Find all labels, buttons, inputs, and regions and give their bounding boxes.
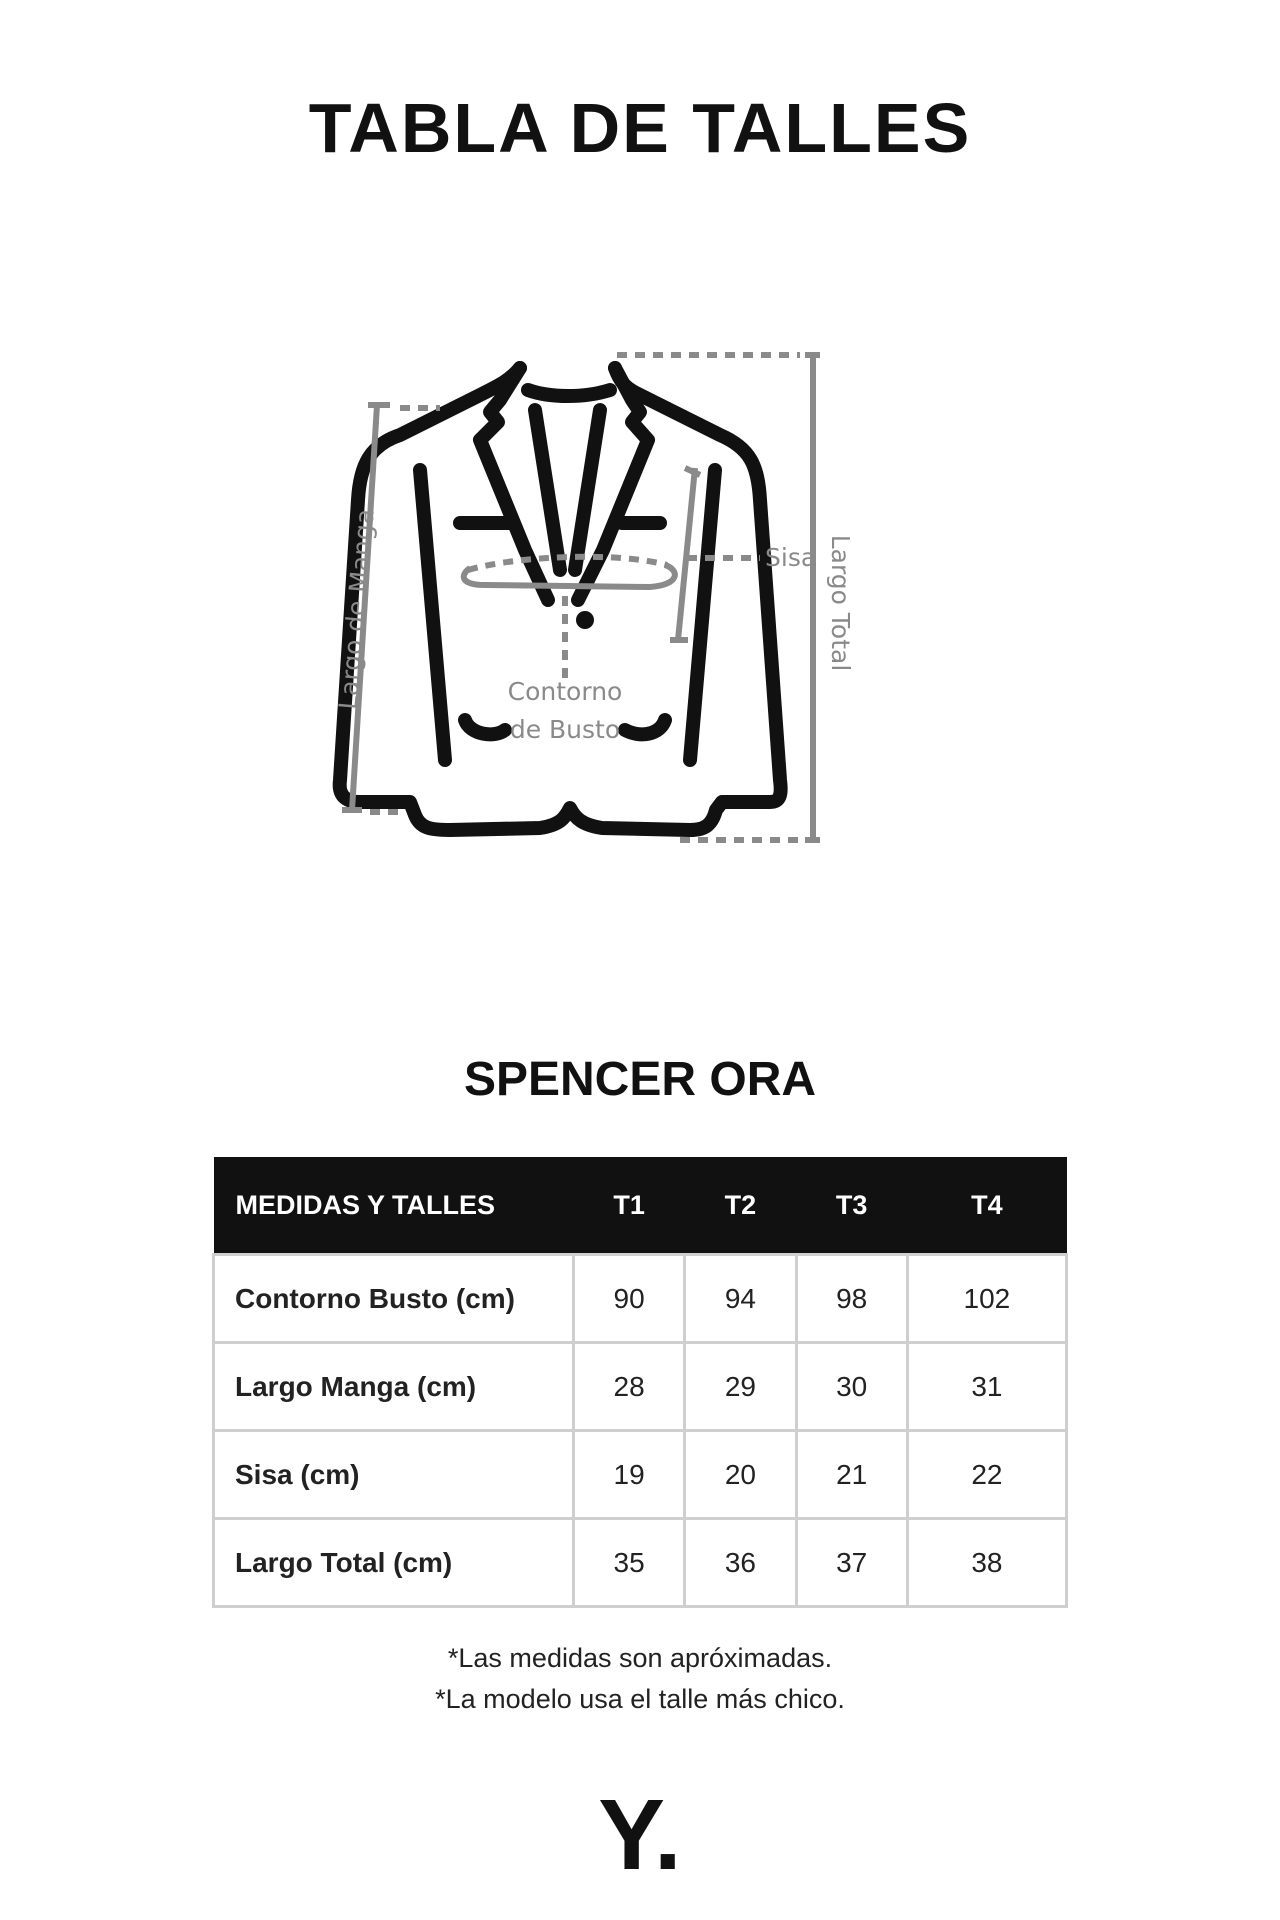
cell-value: 29 (685, 1343, 796, 1431)
cell-value: 21 (796, 1431, 907, 1519)
footnotes (0, 1638, 1280, 1720)
header-t1: T1 (574, 1157, 685, 1255)
row-label: Contorno Busto (cm) (214, 1255, 574, 1343)
row-label: Largo Manga (cm) (214, 1343, 574, 1431)
note-model-size: *La modelo usa el talle más chico. (435, 1684, 845, 1714)
cell-value: 102 (907, 1255, 1066, 1343)
cell-value: 22 (907, 1431, 1066, 1519)
header-t2: T2 (685, 1157, 796, 1255)
cell-value: 31 (907, 1343, 1066, 1431)
cell-value: 35 (574, 1519, 685, 1607)
product-name: SPENCER ORA (463, 1053, 817, 1106)
cell-value: 28 (574, 1343, 685, 1431)
label-largo-total: Largo Total (826, 534, 855, 672)
label-contorno-line1: Contorno (507, 677, 623, 706)
note-approximate: *Las medidas son apróximadas. (447, 1643, 833, 1673)
table-header-row (214, 1157, 1067, 1255)
label-largo-manga: Largo de Manga (333, 507, 380, 711)
header-t3: T3 (796, 1157, 907, 1255)
cell-value: 19 (574, 1431, 685, 1519)
table-row (214, 1519, 1067, 1607)
cell-value: 98 (796, 1255, 907, 1343)
jacket-measurement-diagram (320, 340, 980, 860)
cell-value: 30 (796, 1343, 907, 1431)
label-contorno-line2: de Busto (509, 715, 621, 744)
cell-value: 20 (685, 1431, 796, 1519)
header-measures: MEDIDAS Y TALLES (214, 1157, 574, 1255)
table-row (214, 1255, 1067, 1343)
cell-value: 94 (685, 1255, 796, 1343)
table-row (214, 1343, 1067, 1431)
page-title: TABLA DE TALLES (308, 89, 972, 167)
cell-value: 90 (574, 1255, 685, 1343)
cell-value: 37 (796, 1519, 907, 1607)
brand-logo: Y. (598, 1779, 682, 1891)
size-table (212, 1157, 1068, 1608)
cell-value: 38 (907, 1519, 1066, 1607)
cell-value: 36 (685, 1519, 796, 1607)
jacket-outline-icon (340, 368, 781, 830)
header-t4: T4 (907, 1157, 1066, 1255)
table-row (214, 1431, 1067, 1519)
row-label: Largo Total (cm) (214, 1519, 574, 1607)
label-sisa: Sisa (765, 543, 817, 572)
row-label: Sisa (cm) (214, 1431, 574, 1519)
